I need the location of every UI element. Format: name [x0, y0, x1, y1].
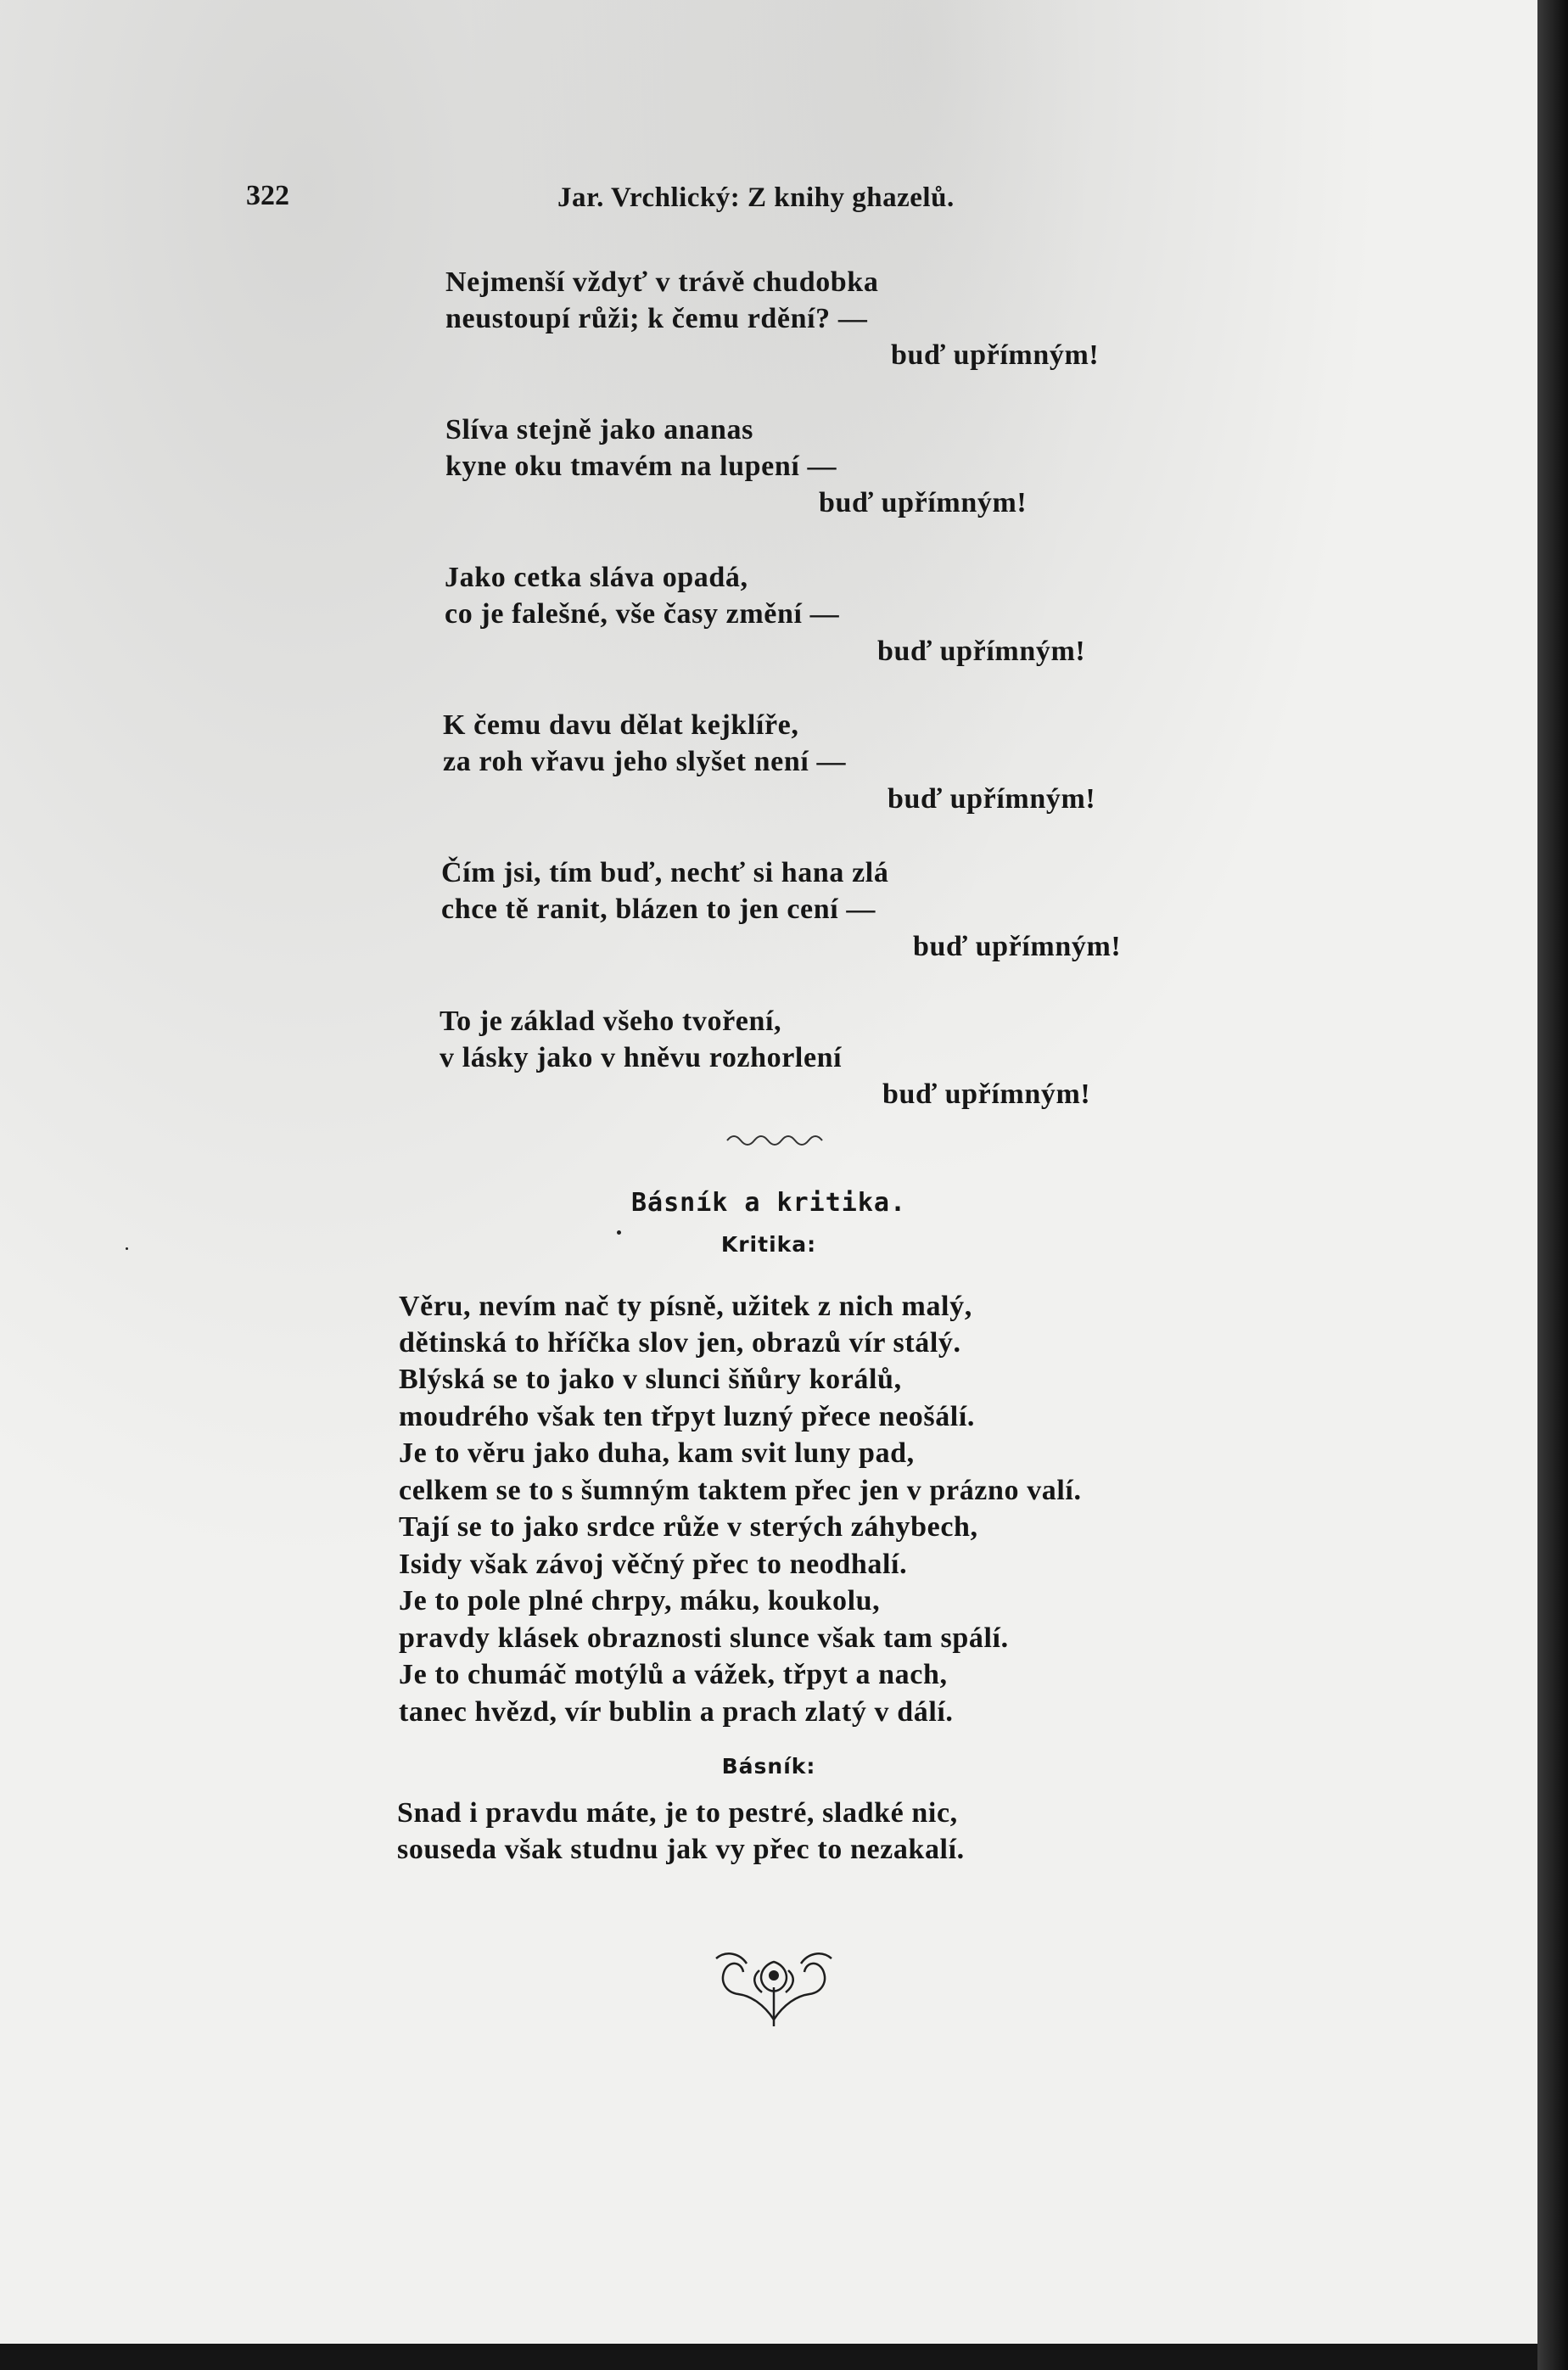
- refrain-line: buď upřímným!: [819, 487, 1028, 518]
- refrain-line: buď upřímným!: [888, 783, 1096, 815]
- verse-line: Blýská se to jako v slunci šňůry korálů,: [399, 1364, 902, 1395]
- verse-line: tanec hvězd, vír bublin a prach zlatý v dálí.: [399, 1696, 954, 1728]
- refrain-line: buď upřímným!: [913, 931, 1122, 962]
- verse-line: Isidy však závoj věčný přec to neodhalí.: [399, 1549, 908, 1580]
- poem-line: co je falešné, vše časy změní —: [445, 598, 840, 630]
- verse-line: dětinská to hříčka slov jen, obrazů vír stálý.: [399, 1327, 961, 1359]
- verse-line: Tají se to jako srdce růže v sterých záhybech,: [399, 1511, 978, 1543]
- poem-line: Čím jsi, tím buď, nechť si hana zlá: [441, 857, 889, 888]
- verse-line: Je to pole plné chrpy, máku, koukolu,: [399, 1585, 881, 1616]
- floral-ornament-icon: [713, 1945, 836, 2030]
- poem-line: Nejmenší vždyť v trávě chudobka: [445, 266, 879, 298]
- poem-line: kyne oku tmavém na lupení —: [445, 451, 837, 482]
- ink-speck: [126, 1247, 128, 1250]
- section-title: Básník a kritika.: [630, 1188, 907, 1218]
- refrain-line: buď upřímným!: [891, 339, 1100, 371]
- refrain-line: buď upřímným!: [882, 1079, 1091, 1110]
- poem-line: chce tě ranit, blázen to jen cení —: [441, 894, 876, 925]
- verse-line: Je to chumáč motýlů a vážek, třpyt a nach,: [399, 1659, 948, 1690]
- poem-line: za roh vřavu jeho slyšet není —: [443, 746, 847, 777]
- poem-line: Jako cetka sláva opadá,: [445, 562, 748, 593]
- speaker-label: Básník:: [721, 1754, 816, 1779]
- poem-line: To je základ všeho tvoření,: [440, 1006, 782, 1037]
- verse-line: souseda však studnu jak vy přec to nezakalí.: [397, 1834, 965, 1865]
- poem-line: K čemu davu dělat kejklíře,: [443, 709, 799, 741]
- wavy-divider-icon: [725, 1129, 827, 1147]
- verse-line: Je to věru jako duha, kam svit luny pad,: [399, 1437, 915, 1469]
- poem-line: Slíva stejně jako ananas: [445, 414, 753, 445]
- poem-line: neustoupí růži; k čemu rdění? —: [445, 303, 868, 334]
- verse-line: Věru, nevím nač ty písně, užitek z nich malý,: [399, 1291, 972, 1322]
- page-number: 322: [246, 180, 289, 211]
- verse-line: celkem se to s šumným taktem přec jen v prázno valí.: [399, 1475, 1082, 1506]
- verse-line: moudrého však ten třpyt luzný přece neošálí.: [399, 1401, 975, 1432]
- verse-line: pravdy klásek obraznosti slunce však tam spálí.: [399, 1622, 1009, 1654]
- verse-line: Snad i pravdu máte, je to pestré, sladké nic,: [397, 1797, 958, 1829]
- ink-speck: [617, 1230, 621, 1235]
- refrain-line: buď upřímným!: [877, 636, 1086, 667]
- speaker-label: Kritika:: [720, 1232, 817, 1257]
- scan-border: [1537, 0, 1568, 2370]
- running-title: Jar. Vrchlický: Z knihy ghazelů.: [557, 182, 955, 213]
- poem-line: v lásky jako v hněvu rozhorlení: [440, 1042, 843, 1073]
